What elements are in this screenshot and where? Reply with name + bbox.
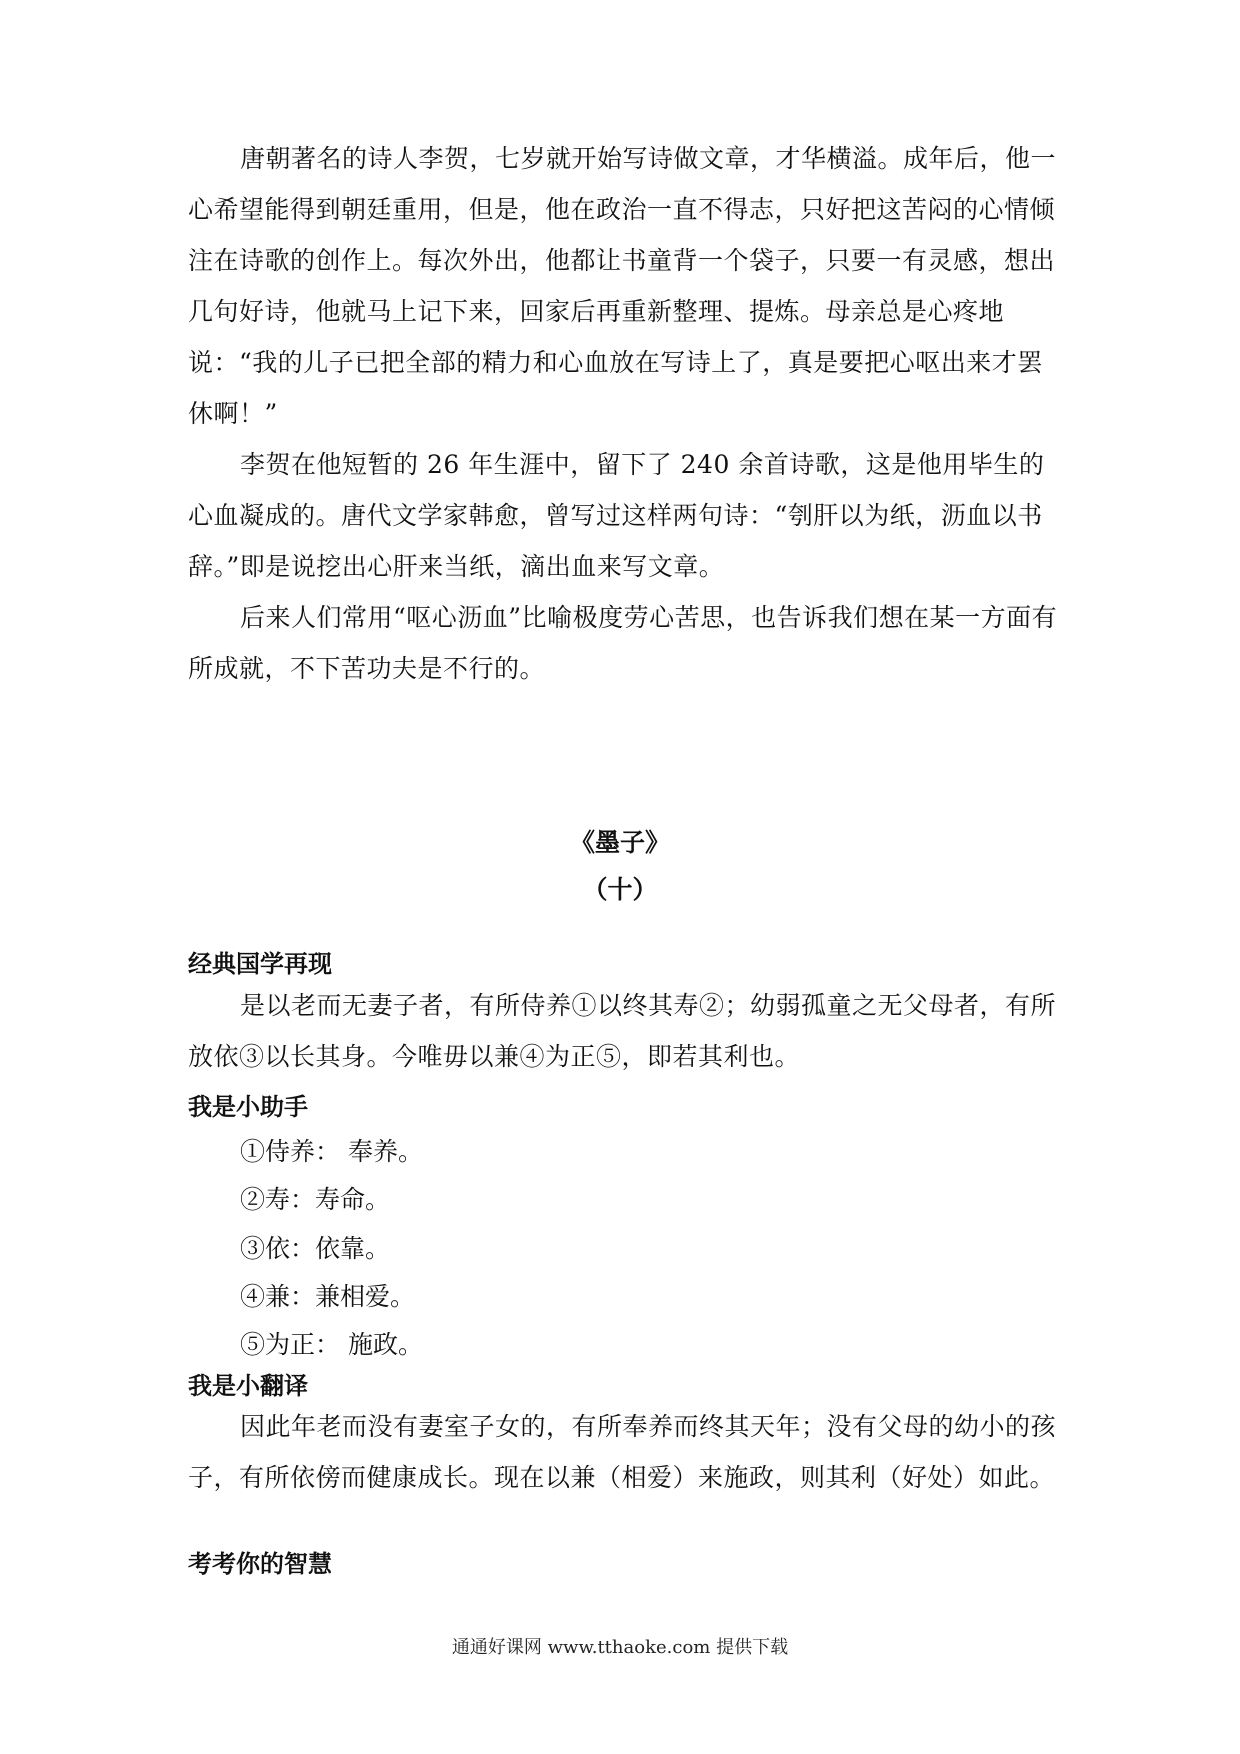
section-title: 《墨子》 xyxy=(569,828,670,857)
translate-heading: 我是小翻译 xyxy=(188,1372,308,1400)
note-1: ①侍养： 奉养。 xyxy=(240,1137,423,1166)
story-paragraph-3: 后来人们常用“呕心沥血”比喻极度劳心苦思，也告诉我们想在某一方面有所成就，不下苦功夫是不行的。 xyxy=(188,603,1058,683)
story-section xyxy=(188,133,1058,694)
translation-block xyxy=(188,1401,1058,1503)
note-3: ③依：依靠。 xyxy=(240,1234,391,1263)
page-footer: 通通好课网 www.tthaoke.com 提供下载 xyxy=(451,1637,789,1658)
translation-text: 因此年老而没有妻室子女的，有所奉养而终其天年；没有父母的幼小的孩子，有所依傍而健康成长。现在以兼（相爱）来施政，则其利（好处）如此。 xyxy=(188,1412,1057,1492)
story-paragraph-2: 李贺在他短暂的 26 年生涯中，留下了 240 余首诗歌，这是他用毕生的心血凝成的。唐代文学家韩愈，曾写过这样两句诗：“刳肝以为纸，沥血以书辞。”即是说挖出心肝来当纸，滴出血来写文章。 xyxy=(188,450,1045,581)
note-2: ②寿：寿命。 xyxy=(240,1185,391,1214)
helper-heading: 我是小助手 xyxy=(188,1093,308,1121)
note-5: ⑤为正： 施政。 xyxy=(240,1330,423,1359)
quiz-heading: 考考你的智慧 xyxy=(188,1550,332,1578)
story-paragraph-1: 唐朝著名的诗人李贺，七岁就开始写诗做文章，才华横溢。成年后，他一心希望能得到朝廷重用，但是，他在政治一直不得志，只好把这苦闷的心情倾注在诗歌的创作上。每次外出，他都让书童背一个袋子，只要一有灵感，想出几句好诗，他就马上记下来，回家后再重新整理、提炼。母亲总是心疼地说：“我的儿子已把全部的精力和心血放在写诗上了，真是要把心呕出来才罢休啊！” xyxy=(188,144,1057,428)
classic-heading: 经典国学再现 xyxy=(188,950,332,978)
classic-text-block xyxy=(188,980,1058,1082)
note-4: ④兼：兼相爱。 xyxy=(240,1282,416,1311)
classic-text: 是以老而无妻子者，有所侍养①以终其寿②；幼弱孤童之无父母者，有所放依③以长其身。今唯毋以兼④为正⑤，即若其利也。 xyxy=(188,991,1057,1071)
section-number: （十） xyxy=(582,875,658,904)
